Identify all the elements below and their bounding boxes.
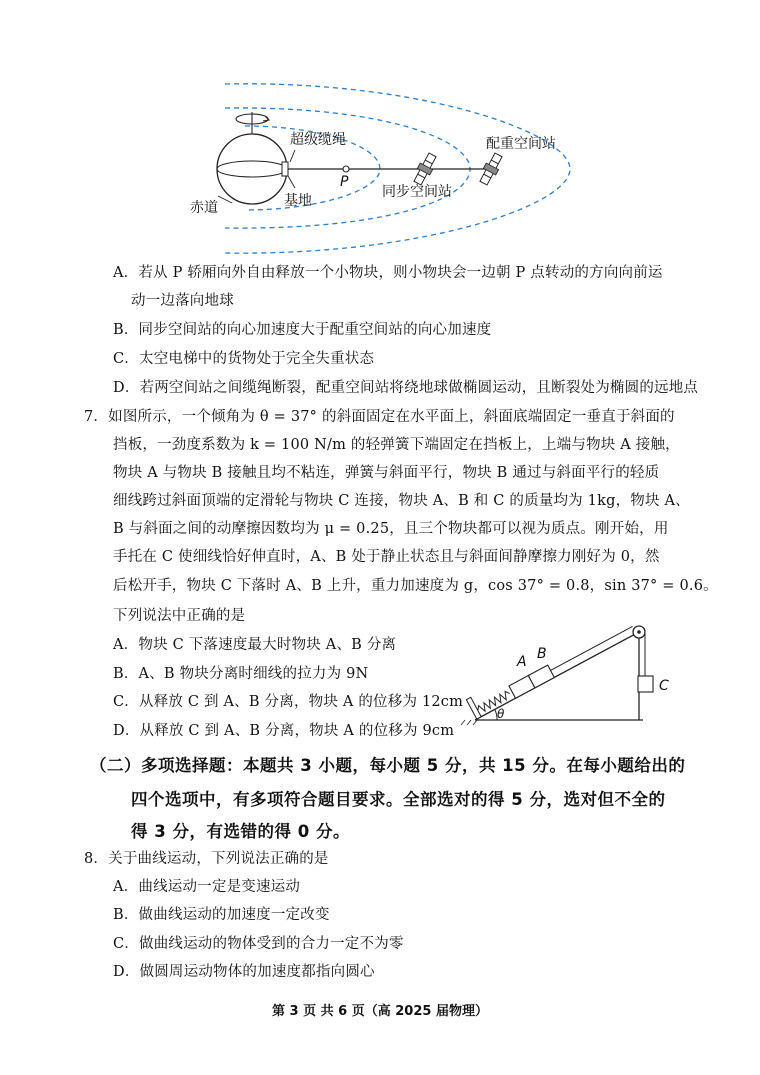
q8-option-b: B．做曲线运动的加速度一定改变 bbox=[113, 907, 330, 923]
q7-stem-line-7: 后松开手，物块 C 下落时 A、B 上升，重力加速度为 g，cos 37° = 0.8，sin 37° = 0.6。 bbox=[113, 578, 718, 594]
q8-stem: 8．关于曲线运动，下列说法正确的是 bbox=[84, 851, 329, 867]
label-theta: θ bbox=[497, 707, 505, 721]
label-base: 基地 bbox=[284, 193, 312, 209]
q6-option-c: C．太空电梯中的货物处于完全失重状态 bbox=[113, 351, 375, 367]
page-footer: 第 3 页 共 6 页（高 2025 届物理） bbox=[272, 1004, 488, 1019]
q8-option-d: D．做圆周运动物体的加速度都指向圆心 bbox=[113, 964, 375, 980]
q6-option-d: D．若两空间站之间缆绳断裂，配重空间站将绕地球做椭圆运动，且断裂处为椭圆的远地点 bbox=[113, 380, 699, 396]
base-block bbox=[282, 162, 288, 176]
label-counterweight-station: 配重空间站 bbox=[486, 136, 556, 152]
label-c: C bbox=[659, 678, 669, 694]
label-b: B bbox=[537, 646, 547, 662]
incline-figure bbox=[455, 622, 680, 727]
q8-option-c: C．做曲线运动的物体受到的合力一定不为零 bbox=[113, 936, 404, 952]
q7-option-a: A．物块 C 下落速度最大时物块 A、B 分离 bbox=[113, 637, 397, 653]
q6-option-a: A．若从 P 轿厢向外自由释放一个小物块，则小物块会一边朝 P 点转动的方向向前运 bbox=[113, 265, 663, 281]
q7-stem-line-4: 细线跨过斜面顶端的定滑轮与物块 C 连接，物块 A、B 和 C 的质量均为 1kg，物块 A、 bbox=[113, 493, 690, 509]
section2-line-3: 得 3 分，有选错的得 0 分。 bbox=[131, 822, 350, 841]
q8-option-a: A．曲线运动一定是变速运动 bbox=[113, 879, 301, 895]
q7-stem-line-8: 下列说法中正确的是 bbox=[113, 608, 246, 624]
label-equator: 赤道 bbox=[190, 200, 218, 216]
label-sync-station: 同步空间站 bbox=[382, 184, 452, 200]
q7-option-d: D．从释放 C 到 A、B 分离，物块 A 的位移为 9cm bbox=[113, 723, 455, 739]
section2-line-1: （二）多项选择题：本题共 3 小题，每小题 5 分，共 15 分。在每小题给出的 bbox=[90, 756, 686, 775]
q7-stem-line-2: 挡板，一劲度系数为 k = 100 N/m 的轻弹簧下端固定在挡板上，上端与物块 A 接触， bbox=[113, 437, 680, 453]
label-point-p: P bbox=[340, 174, 349, 190]
q7-option-c: C．从释放 C 到 A、B 分离，物块 A 的位移为 12cm bbox=[113, 694, 464, 710]
q7-stem-line-1: 7．如图所示，一个倾角为 θ = 37° 的斜面固定在水平面上，斜面底端固定一垂直于斜面的 bbox=[84, 409, 675, 425]
q6-option-a-cont: 动一边落向地球 bbox=[131, 293, 234, 309]
block-c bbox=[638, 676, 653, 692]
q6-option-b: B．同步空间站的向心加速度大于配重空间站的向心加速度 bbox=[113, 322, 492, 338]
label-a: A bbox=[517, 654, 527, 670]
baffle bbox=[466, 697, 481, 719]
point-p-marker bbox=[343, 166, 349, 172]
q7-stem-line-5: B 与斜面之间的动摩擦因数均为 μ = 0.25，且三个物块都可以视为质点。刚开始，用 bbox=[113, 521, 669, 537]
earth bbox=[217, 134, 287, 204]
label-cable: 超级缆绳 bbox=[290, 132, 346, 148]
q7-stem-line-6: 手托在 C 使细线恰好伸直时，A、B 处于静止状态且与斜面间静摩擦力刚好为 0，然 bbox=[113, 549, 660, 565]
space-elevator-figure bbox=[170, 78, 610, 260]
q7-option-b: B．A、B 物块分离时细线的拉力为 9N bbox=[113, 666, 369, 682]
q7-stem-line-3: 物块 A 与物块 B 接触且均不粘连，弹簧与斜面平行，物块 B 通过与斜面平行的轻质 bbox=[113, 465, 660, 481]
section2-line-2: 四个选项中，有多项符合题目要求。全部选对的得 5 分，选对但不全的 bbox=[131, 790, 666, 809]
